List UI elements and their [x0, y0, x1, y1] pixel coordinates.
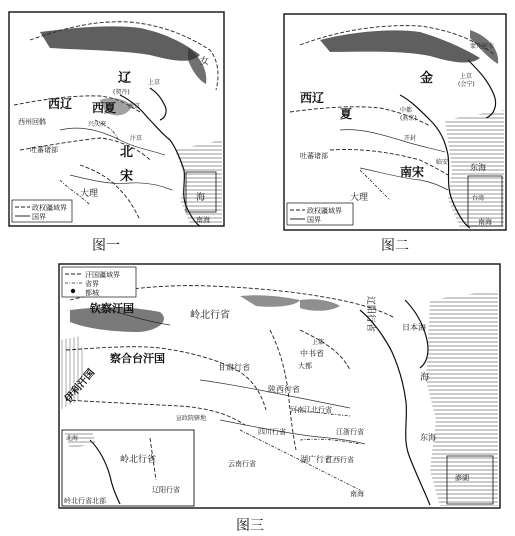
- map3-shangdu-label: 上都: [312, 339, 325, 346]
- map2-zhongdu-label: 中都: [400, 107, 413, 114]
- map2-legend-regime-border: 政权疆域界: [307, 207, 342, 215]
- map3-legend-capital: 都城: [85, 289, 99, 297]
- map3-penghu-label: 澎湖: [455, 474, 469, 482]
- map3-henan-label: 河南江北行省: [290, 406, 332, 414]
- map3-gansu-label: 甘肃行省: [218, 363, 250, 372]
- map2-jin-label: 金: [420, 71, 434, 86]
- map3-ilkhanate-label: 伊利汗国: [63, 367, 98, 406]
- map1-legend-border: 国界: [32, 213, 46, 221]
- map1-north-song-label: 北: [120, 145, 134, 160]
- map3-south-sea-label: 南海: [350, 490, 364, 498]
- map1-song-label: 宋: [120, 169, 134, 184]
- map2-caption: 图二: [381, 238, 409, 254]
- map3-legend-khanate-border: 汗国疆域界: [85, 271, 120, 279]
- map-one: [9, 12, 224, 226]
- map3-chagatai-label: 察合台汗国: [110, 352, 165, 365]
- map1-liao-label: 辽: [118, 71, 132, 86]
- map2-mongol-label: 蒙兀室韦: [470, 43, 495, 50]
- map3-inset-sea-label: 北海: [66, 435, 79, 442]
- map2-south-sea-label: 南海: [478, 218, 492, 226]
- map3-east-sea-label: 东海: [420, 433, 436, 442]
- map1-west-liao-label: 西辽: [48, 97, 73, 111]
- map3-inset-sub-label: 辽阳行省: [152, 486, 180, 494]
- map2-west-liao-label: 西辽: [300, 91, 325, 105]
- map2-legend-border: 国界: [307, 216, 321, 224]
- map3-ocean-label: 海: [420, 373, 430, 383]
- map3-jiangzhe-label: 江浙行省: [336, 428, 364, 436]
- map2-shangjing-label: 上京: [460, 73, 473, 80]
- map1-nanjing-label: 南京: [128, 103, 141, 110]
- map-three: [59, 264, 500, 508]
- map3-huguang-label: 湖广行省: [300, 455, 332, 464]
- map1-legend-regime-border: 政权疆域界: [32, 204, 67, 212]
- map2-tufan-label: 吐蕃诸部: [300, 152, 328, 160]
- map3-japan-sea-label: 日本海: [402, 323, 426, 332]
- map1-liao-capital-label: (契丹): [113, 89, 130, 96]
- map3-lingbei-label: 岭北行省: [190, 310, 230, 321]
- map3-qipchak-label: 钦察汗国: [90, 302, 134, 315]
- map1-dali-label: 大理: [80, 189, 99, 199]
- map2-shangjing-sub-label: (会宁): [458, 81, 475, 88]
- map-two: [284, 14, 506, 230]
- map1-south-sea-label: 南海: [196, 216, 210, 224]
- map1-xingqing-label: 兴庆府: [88, 121, 107, 128]
- map2-western-xia-label: 夏: [340, 107, 353, 121]
- map3-inset-title: 岭北行省北部: [64, 497, 106, 505]
- map1-bianliang-label: 汴京: [130, 135, 143, 142]
- map1-north-corner-label: 女: [200, 57, 210, 67]
- map2-dali-label: 大理: [350, 193, 369, 203]
- map3-jiangxi-label: 江西行省: [326, 456, 354, 464]
- map3-liaoyang-label: 辽阳行省: [365, 296, 375, 333]
- map3-yunnan-label: 云南行省: [228, 460, 256, 468]
- map1-ocean-label: 海: [196, 193, 206, 203]
- map2-east-sea-label: 东海: [470, 163, 486, 172]
- map2-south-song-label: 南宋: [400, 165, 425, 179]
- map3-inset-lingbei-label: 岭北行省: [120, 455, 157, 465]
- map2-zhongdu-sub-label: (燕京): [400, 115, 417, 122]
- map2-lin-an-label: 临安: [436, 159, 449, 166]
- map3-caption: 图三: [236, 518, 264, 534]
- map3-zhongshu-label: 中书省: [300, 349, 324, 358]
- map3-xuanzheng-label: 宣政院辖地: [176, 415, 207, 422]
- map3-sichuan-label: 四川行省: [258, 428, 286, 436]
- map1-uygur-label: 西州回鹘: [18, 118, 46, 126]
- map2-kaifeng-label: 开封: [404, 135, 417, 142]
- map1-caption: 图一: [92, 238, 120, 254]
- map1-shangjing-label: 上京: [148, 79, 161, 86]
- map1-tufan-label: 吐蕃诸部: [30, 146, 58, 154]
- map3-legend-province-border: 省界: [85, 280, 99, 288]
- map3-shaanxi-label: 陕西行省: [268, 385, 300, 394]
- map2-island-label: 台湾: [472, 195, 485, 202]
- map3-dadu-label: 大都: [298, 362, 312, 370]
- map1-western-xia-label: 西夏: [92, 101, 117, 115]
